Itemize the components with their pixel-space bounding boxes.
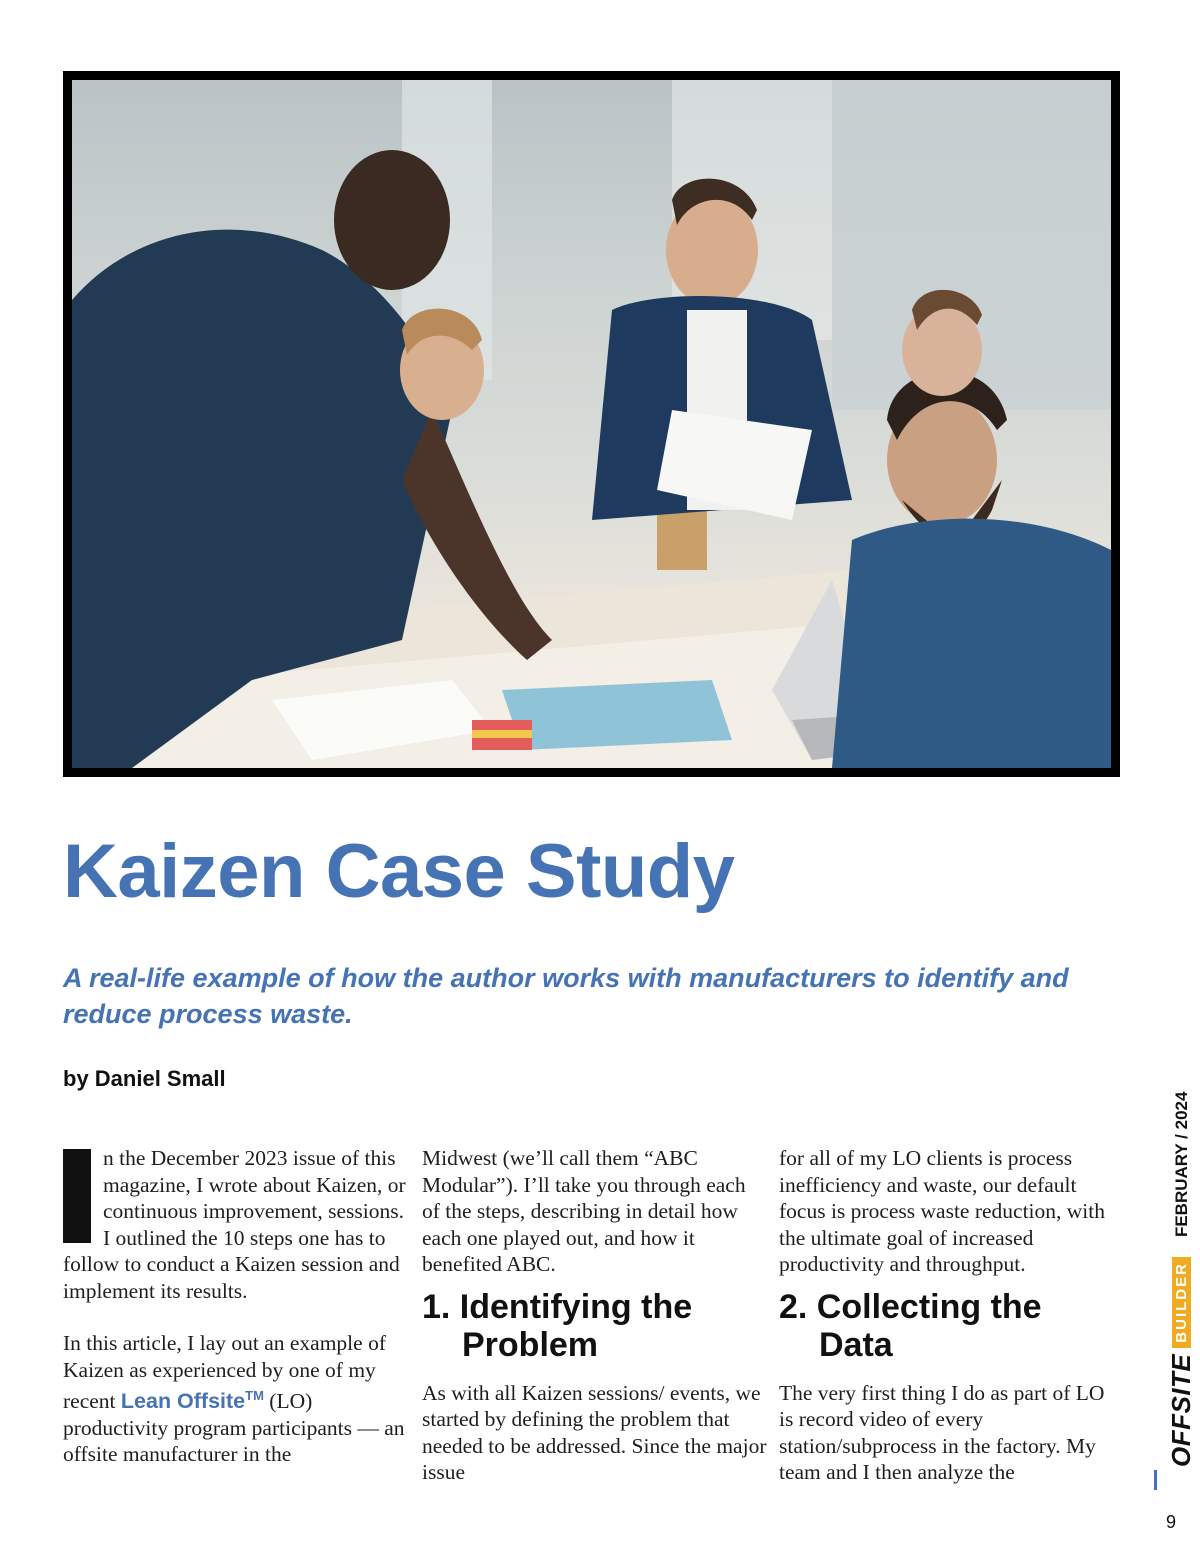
lean-offsite-brand-link[interactable] [121,1389,264,1413]
section-1-heading-line1: 1. Identifying the [422,1287,693,1326]
column-2-paragraph-2: As with all Kaizen sessions/ events, we started by defining the problem that needed to be addressed. Since the major issue [422,1380,767,1484]
article-subtitle: A real-life example of how the author works with manufacturers to identify and reduce process waste. [63,963,1069,1029]
section-heading-identifying-problem [422,1288,767,1364]
section-2-heading-line1: 2. Collecting the [779,1287,1042,1326]
magazine-name-builder: BUILDER [1172,1257,1191,1348]
column-2-paragraph-1: Midwest (we’ll call them “ABC Modular”). I’ll take you through each of the steps, describing in detail how each one played out, and how it benefited ABC. [422,1146,746,1276]
column-3-paragraph-1: for all of my LO clients is process inefficiency and waste, our default focus is process waste reduction, with the ultimate goal of increased productivity and throughput. [779,1146,1106,1276]
magazine-name-offsite: OFFSITE [1166,1353,1196,1467]
page-number: 9 [1166,1512,1177,1532]
section-2-heading-line2: Data [819,1325,893,1364]
side-tab-accent-bar [1154,1470,1157,1490]
article-title: Kaizen Case Study [63,829,735,914]
text-column-3 [779,1145,1124,1486]
text-column-2 [422,1145,767,1486]
magazine-side-tab [1146,1091,1196,1467]
intro-paragraph: n the December 2023 issue of this magazine, I wrote about Kaizen, or continuous improvement, sessions. I outlined the 10 steps one has to follow to conduct a Kaizen session and implement its results. [63,1146,406,1303]
section-heading-collecting-data [779,1288,1124,1364]
column-3-paragraph-2: The very first thing I do as part of LO is record video of every station/subprocess in the factory. My team and I then analyze the [779,1380,1105,1484]
hero-photo-frame [63,71,1120,777]
side-tab-text [1166,1092,1197,1467]
hero-photo-illustration [72,80,1111,768]
drop-cap: I [63,1149,91,1243]
issue-date: FEBRUARY / 2024 [1172,1091,1191,1238]
paragraph-2-start: In this article, I lay out an example of Kaizen as experienced by one of my recent [63,1331,386,1414]
article-byline: by Daniel Small [63,1066,226,1091]
text-column-1 [63,1145,408,1468]
article-paragraph-2 [63,1330,408,1468]
trademark-mark: TM [245,1388,264,1403]
paragraph-2-end: (LO) productivity program participants — an offsite manufacturer in the [63,1389,405,1467]
section-1-heading-line2: Problem [462,1325,599,1364]
hero-photo-team-meeting [72,80,1111,768]
lean-offsite-brand-text: Lean Offsite [120,1389,246,1414]
